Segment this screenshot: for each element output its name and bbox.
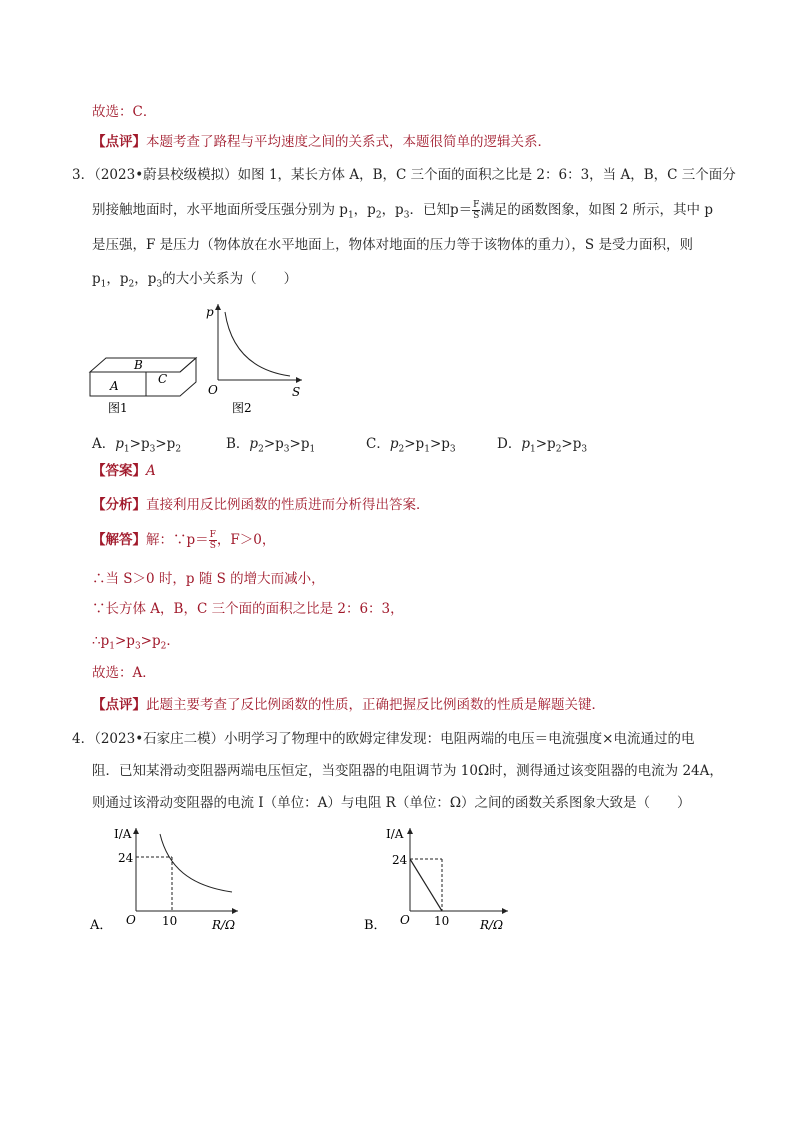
figure-2-caption: 图2: [232, 401, 252, 415]
x-axis-label: S: [292, 385, 301, 399]
q4-line3: 则通过该滑动变阻器的电流 I（单位：A）与电阻 R（单位：Ω）之间的函数关系图象大致是（ ）: [92, 795, 691, 811]
graph-option-b[interactable]: [362, 822, 542, 934]
q3-line2: 别接触地面时，水平地面所受压强分别为 $p_1$，$p_2$，$p_3$．已知p＝ $\frac{F}{S}$ 满足的函数图象，如图 2 所示，其中 p: [92, 200, 713, 221]
y-tick-24: 24: [118, 851, 134, 865]
figure-1-caption: 图1: [108, 401, 128, 414]
q3-line3: 是压强，F 是压力（物体放在水平地面上，物体对地面的压力等于该物体的重力），S 是受力面积，则: [92, 237, 693, 253]
q3-solution-line3: ∵长方体 A，B，C 三个面的面积之比是 2：6：3，: [92, 601, 404, 617]
y-axis-label: I/A: [114, 827, 132, 841]
option-b[interactable]: B．$p_2>p_3>p_1$: [226, 436, 316, 455]
option-a-letter: A．: [90, 918, 113, 933]
face-c-label: C: [158, 372, 168, 386]
q3-analysis: 【分析】直接利用反比例函数的性质进而分析得出答案．: [92, 497, 430, 513]
y-tick-24: 24: [392, 853, 408, 867]
q4-line1: 4．（2023•石家庄二模）小明学习了物理中的欧姆定律发现：电阻两端的电压＝电流强度×电流通过的电: [72, 731, 695, 747]
comment-text: 本题考查了路程与平均速度之间的关系式，本题很简单的逻辑关系．: [146, 134, 551, 150]
q3-solution-line2: ∴当 S＞0 时，p 随 S 的增大而减小，: [92, 571, 325, 587]
q3-choose: 故选：A．: [92, 665, 156, 681]
q3-comment: 【点评】此题主要考查了反比例函数的性质，正确把握反比例函数的性质是解题关键．: [92, 697, 605, 713]
q3-line1: 3．（2023•蔚县校级模拟）如图 1，某长方体 A，B，C 三个面的面积之比是 2：6：3，当 A，B，C 三个面分: [72, 167, 736, 183]
q3-answer: 【答案】A: [92, 463, 156, 479]
fraction-f-over-s-solution: $\frac{F}{S}$: [209, 530, 216, 551]
option-d[interactable]: D．$p_1>p_2>p_3$: [497, 436, 588, 455]
origin-label: O: [208, 383, 218, 397]
option-c[interactable]: C．$p_2>p_1>p_3$: [366, 436, 456, 455]
graph-option-a[interactable]: [86, 822, 266, 934]
figure-2-graph: [198, 300, 308, 416]
face-b-label: B: [134, 358, 143, 372]
q3-line4: $p_1$，$p_2$，$p_3$的大小关系为（ ）: [92, 271, 298, 290]
y-axis-label: I/A: [386, 827, 404, 841]
x-axis-label: R/Ω: [480, 918, 504, 932]
face-a-label: A: [110, 379, 119, 393]
x-axis-label: R/Ω: [212, 918, 236, 932]
origin-label: O: [400, 913, 410, 927]
q3-solution-line4: $\therefore p_1>p_3>p_2$．: [92, 633, 180, 652]
q2-answer-line: 故选：C．: [92, 104, 157, 120]
x-tick-10: 10: [434, 914, 450, 928]
comment-tag: 【点评】: [92, 134, 146, 150]
q3-solution: 【解答】解：∵p＝ $\frac{F}{S}$ ，F＞0，: [92, 530, 276, 551]
origin-label: O: [126, 913, 136, 927]
y-axis-label: p: [206, 305, 214, 319]
fraction-f-over-s: $\frac{F}{S}$: [473, 200, 480, 221]
x-tick-10: 10: [162, 914, 178, 928]
option-a[interactable]: A．$p_1>p_3>p_2$: [92, 436, 182, 455]
q4-line2: 阻．已知某滑动变阻器两端电压恒定，当变阻器的电阻调节为 10Ω时，测得通过该变阻器的电流为 24A，: [92, 763, 723, 779]
q2-comment: [92, 133, 551, 151]
option-b-letter: B．: [364, 918, 387, 933]
figure-1-cuboid: [84, 352, 204, 414]
